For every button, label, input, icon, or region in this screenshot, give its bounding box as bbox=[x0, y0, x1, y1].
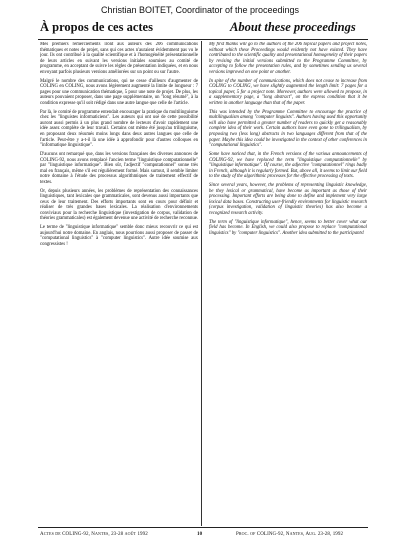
french-paragraph: Or, depuis plusieurs années, les problèmes de représentation des connaissances linguistiques, tant lexicales que grammaticales, sont devenus aussi importants que ceux de leur traitement. Des efforts importants sont en cours pour définir et réaliser de très grandes bases lexicales. La réalisation d'environnements conviviaux pour la recherche linguistique (investigation de corpus, validation de théories grammaticales) est également devenue une activité de recherche reconnue. bbox=[40, 188, 198, 222]
english-paragraph: This was intended by the Programme Committee to encourage the practice of multilingualism among "computer linguists". Authors having used this opportunity will also have permitted a greater number of readers to quickly get a reasonably complete idea of their work. Certain authors have even gone to trilingualism, by proposing two (less long) abstracts in two languages different from that of the paper. Maybe this idea could be investigated in the context of other conferences in "computational linguistics". bbox=[209, 109, 367, 149]
header-rule bbox=[38, 39, 368, 40]
french-paragraph: Malgré le nombre des communications, qui ne cesse d'ailleurs d'augmenter de COLING en COLING, nous avons légèrement augmenté la limite de longueur : 7 pages pour une communication thématique, 5 pour une note de projet. De plus, les auteurs pouvaient proposer, dans une page supplémentaire, un "long résumé", à la condition expresse qu'il soit rédigé dans une autre langue que celle de l'article. bbox=[40, 78, 198, 106]
column-divider bbox=[201, 41, 202, 526]
english-paragraph: The term of "linguistique informatique", hence, seems to better cover what our field has become. In English, we could also propose to replace "computational linguistics" by "computer linguistics". Another idea submitted to the participants! bbox=[209, 219, 367, 236]
french-column bbox=[40, 42, 198, 526]
english-paragraph: Some have noticed that, in the French versions of the various announcements of COLING-92, we have replaced the term "linguistique computationnelle" by "linguistique informatique". Of course, the adjective "computationnel" rings badly in French, although it is regularly formed. But, above all, it seems to limit our field to the study of the algorithmic processes for the effective processing of texts. bbox=[209, 152, 367, 180]
author-line: Christian BOITET, Coordinator of the proceedings bbox=[100, 5, 300, 15]
page-number: 10 bbox=[197, 532, 203, 537]
french-paragraph: Le terme de "linguistique informatique" semble donc mieux recouvrir ce qui est aujourd'hui notre domaine. En anglais, nous pourrions aussi proposer de passer de "computational linguistics" à "computer linguistics". Autre idée soumise aux congressistes ! bbox=[40, 225, 198, 247]
footer-rule bbox=[38, 527, 368, 528]
title-english: About these proceedings bbox=[230, 20, 356, 34]
title-french: À propos de ces actes bbox=[40, 20, 153, 34]
french-paragraph: D'aucuns ont remarqué que, dans les versions françaises des diverses annonces de COLING-92, nous avons remplacé l'ancien terme "linguistique computationnelle" par "linguistique informatique". Bien sûr, l'adjectif "computationnel" sonne très mal en français, même s'il est régulièrement formé. Mais surtout, il semble limiter notre domaine à l'étude des processus algorithmiques de traitement effectif de textes. bbox=[40, 152, 198, 185]
english-paragraph: My first thanks will go to the authors of the 206 topical papers and project notes, without which these Proceedings would evidently not have existed. They have contributed to the scientific quality and presentational homogeneity of their papers by revising the initial versions submitted to the Programme Committee, by accepting to follow the presentation rules, and by sometimes sending us several versions improved on one point or another. bbox=[209, 42, 367, 75]
french-paragraph: Mes premiers remerciements iront aux auteurs des 206 communications thématiques et notes de projet, sans qui ces actes n'auraient évidemment pas vu le jour. Ils ont contribué à la qualité scientifique et à l'homogénéité présentationnelle de leurs articles en suivant les versions initiales soumises au comité de programme, en acceptant de suivre les règles de présentation indiquées, et en nous envoyant parfois plusieurs versions améliorées sur un point ou sur l'autre. bbox=[40, 42, 198, 75]
french-paragraph: Par là, le comité de programme entendait encourager la pratique du multilinguisme chez les "linguistes informaticiens". Les auteurs qui ont usé de cette possibilité auront aussi permis à un plus grand nombre de lecteurs d'avoir rapidement une idée assez complète de leur travail. Certains ont même été jusqu'au trilinguisme, en proposant deux résumés moins longs dans deux autres langues que celle de l'article. Peut-être y a-t-il là une idée à approfondir pour d'autres colloques en "informatique linguistique". bbox=[40, 109, 198, 149]
english-column bbox=[209, 42, 367, 526]
english-paragraph: In spite of the number of communications, which does not cease to increase from COLING to COLING, we have slightly augmented the length limit: 7 pages for a topical paper, 5 for a project note. Moreover, authors were allowed to propose, in a supplementary page, a "long abstract", on the express condition that it be written in another language than that of the paper. bbox=[209, 78, 367, 106]
footer-french-citation: Actes de COLING-92, Nantes, 23-28 août 1992 bbox=[40, 532, 148, 537]
footer-english-citation: Proc. of COLING-92, Nantes, Aug. 23-28, 1992 bbox=[236, 532, 344, 537]
english-paragraph: Since several years, however, the problems of representing linguistic knowledge, be they lexical or grammatical, have become as important as those of their processing. Important efforts are being done to define and implement very large lexical data bases. Constructing user-friendly environments for linguistic research (corpus investigation, validation of linguistic theories) has also become a recognized research activity. bbox=[209, 183, 367, 216]
